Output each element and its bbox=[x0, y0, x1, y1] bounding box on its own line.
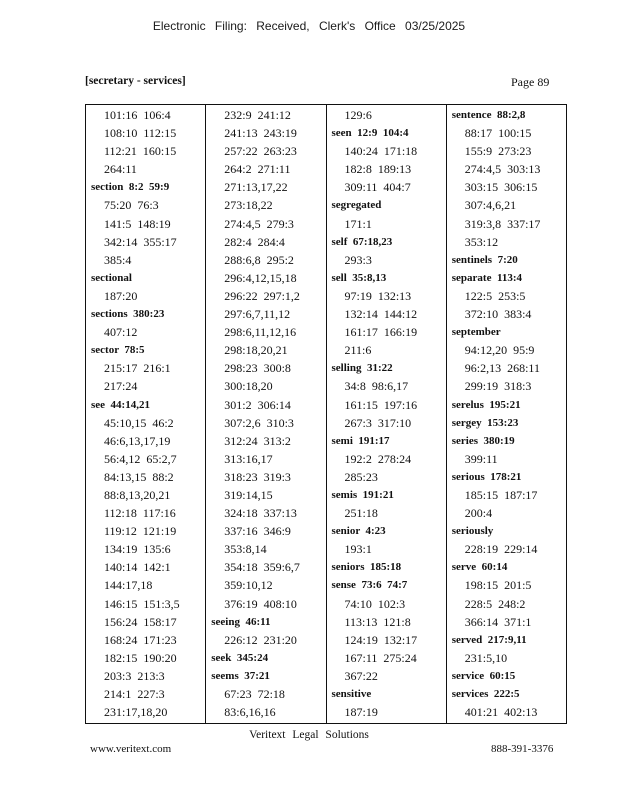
index-reference: 171:1 bbox=[344, 216, 372, 231]
index-reference: 285:23 bbox=[344, 469, 378, 484]
index-reference: 271:13,17,22 bbox=[224, 180, 288, 195]
index-reference: 228:19 229:14 bbox=[464, 542, 538, 557]
index-reference: 359:10,12 bbox=[224, 578, 273, 593]
index-reference: 198:15 201:5 bbox=[464, 578, 532, 593]
index-reference: 161:17 166:19 bbox=[344, 325, 418, 340]
index-reference: 312:24 313:2 bbox=[224, 433, 291, 448]
index-term: seeing 46:11 bbox=[211, 615, 271, 628]
index-reference: 45:10,15 46:2 bbox=[104, 415, 174, 430]
index-term: seen 12:9 104:4 bbox=[331, 127, 409, 140]
index-reference: 132:14 144:12 bbox=[344, 307, 418, 322]
index-reference: 84:13,15 88:2 bbox=[104, 469, 174, 484]
index-reference: 298:18,20,21 bbox=[224, 343, 288, 358]
index-reference: 401:21 402:13 bbox=[464, 705, 538, 720]
index-term: semi 191:17 bbox=[331, 434, 390, 447]
index-reference: 324:18 337:13 bbox=[224, 506, 297, 521]
index-term: seriously bbox=[451, 525, 494, 538]
index-reference: 129:6 bbox=[344, 108, 372, 122]
index-term: series 380:19 bbox=[451, 434, 515, 447]
index-reference: 96:2,13 268:11 bbox=[464, 361, 540, 376]
index-reference: 309:11 404:7 bbox=[344, 180, 411, 195]
index-term: seniors 185:18 bbox=[331, 561, 402, 574]
index-term: semis 191:21 bbox=[331, 488, 394, 501]
index-reference: 140:14 142:1 bbox=[104, 560, 171, 575]
index-reference: 168:24 171:23 bbox=[104, 632, 177, 647]
index-reference: 241:13 243:19 bbox=[224, 126, 297, 141]
index-column-1 bbox=[86, 105, 206, 723]
page-number: Page 89 bbox=[511, 75, 550, 89]
index-reference: 232:9 241:12 bbox=[224, 108, 291, 122]
index-reference: 192:2 278:24 bbox=[344, 451, 412, 466]
index-column-4 bbox=[447, 105, 566, 723]
index-term: seems 37:21 bbox=[211, 669, 270, 682]
index-reference: 112:18 117:16 bbox=[104, 506, 176, 521]
index-term: senior 4:23 bbox=[331, 525, 386, 538]
index-reference: 298:23 300:8 bbox=[224, 361, 291, 376]
index-reference: 134:19 135:6 bbox=[104, 542, 171, 557]
index-term: sergey 153:23 bbox=[451, 416, 519, 429]
index-reference: 187:20 bbox=[104, 288, 138, 303]
index-reference: 231:17,18,20 bbox=[104, 705, 168, 720]
index-column-2 bbox=[206, 105, 326, 723]
index-reference: 342:14 355:17 bbox=[104, 234, 177, 249]
index-reference: 182:15 190:20 bbox=[104, 650, 177, 665]
index-reference: 144:17,18 bbox=[104, 578, 153, 593]
index-reference: 313:16,17 bbox=[224, 451, 273, 466]
index-term: seek 345:24 bbox=[211, 651, 269, 664]
index-reference: 146:15 151:3,5 bbox=[104, 596, 180, 611]
index-reference: 300:18,20 bbox=[224, 379, 273, 394]
index-reference: 83:6,16,16 bbox=[224, 705, 276, 720]
footer-company: Veritext Legal Solutions bbox=[249, 729, 369, 741]
index-reference: 319:14,15 bbox=[224, 487, 273, 502]
index-reference: 307:2,6 310:3 bbox=[224, 415, 294, 430]
index-reference: 376:19 408:10 bbox=[224, 596, 297, 611]
index-reference: 296:22 297:1,2 bbox=[224, 288, 300, 303]
index-reference: 94:12,20 95:9 bbox=[464, 343, 535, 358]
index-reference: 307:4,6,21 bbox=[464, 198, 517, 213]
footer-phone: 888-391-3376 bbox=[491, 743, 554, 755]
index-reference: 141:5 148:19 bbox=[104, 216, 171, 231]
index-reference: 293:3 bbox=[344, 252, 372, 267]
index-reference: 122:5 253:5 bbox=[464, 288, 526, 303]
index-term: serve 60:14 bbox=[451, 561, 508, 574]
index-reference: 372:10 383:4 bbox=[464, 307, 532, 322]
index-reference: 75:20 76:3 bbox=[104, 198, 159, 213]
index-reference: 267:3 317:10 bbox=[344, 415, 412, 430]
index-term: sentinels 7:20 bbox=[451, 253, 518, 266]
filing-stamp: Electronic Filing: Received, Clerk's Office 03/25/2025 bbox=[152, 19, 466, 33]
index-range-label: [secretary - services] bbox=[85, 75, 186, 87]
index-term: sections 380:23 bbox=[91, 308, 165, 321]
index-reference: 182:8 189:13 bbox=[344, 162, 412, 177]
index-reference: 46:6,13,17,19 bbox=[104, 433, 171, 448]
index-column-3 bbox=[327, 105, 447, 723]
index-reference: 231:5,10 bbox=[464, 650, 508, 665]
index-reference: 185:15 187:17 bbox=[464, 487, 538, 502]
index-reference: 353:8,14 bbox=[224, 542, 267, 557]
index-reference: 97:19 132:13 bbox=[344, 288, 412, 303]
index-term: selling 31:22 bbox=[331, 362, 393, 375]
index-reference: 354:18 359:6,7 bbox=[224, 560, 300, 575]
index-reference: 257:22 263:23 bbox=[224, 144, 297, 159]
index-term: separate 113:4 bbox=[451, 271, 523, 284]
index-reference: 74:10 102:3 bbox=[344, 596, 406, 611]
index-reference: 228:5 248:2 bbox=[464, 596, 526, 611]
index-reference: 288:6,8 295:2 bbox=[224, 252, 294, 267]
index-term: served 217:9,11 bbox=[451, 633, 527, 646]
index-reference: 299:19 318:3 bbox=[464, 379, 532, 394]
index-reference: 385:4 bbox=[104, 252, 132, 267]
index-reference: 88:8,13,20,21 bbox=[104, 487, 171, 502]
index-reference: 407:12 bbox=[104, 325, 138, 340]
index-reference: 318:23 319:3 bbox=[224, 469, 291, 484]
index-reference: 301:2 306:14 bbox=[224, 397, 291, 412]
footer-website: www.veritext.com bbox=[90, 743, 172, 755]
index-term: sectional bbox=[91, 271, 132, 284]
index-reference: 56:4,12 65:2,7 bbox=[104, 451, 177, 466]
index-reference: 167:11 275:24 bbox=[344, 650, 417, 665]
index-reference: 119:12 121:19 bbox=[104, 524, 177, 539]
index-reference: 140:24 171:18 bbox=[344, 144, 418, 159]
index-reference: 108:10 112:15 bbox=[104, 126, 177, 141]
index-term: section 8:2 59:9 bbox=[91, 181, 170, 194]
index-reference: 251:18 bbox=[344, 506, 378, 521]
index-reference: 264:2 271:11 bbox=[224, 162, 291, 177]
index-reference: 353:12 bbox=[464, 234, 499, 249]
word-index-grid bbox=[85, 104, 567, 724]
index-reference: 67:23 72:18 bbox=[224, 687, 285, 701]
index-term: sense 73:6 74:7 bbox=[331, 579, 408, 592]
index-reference: 187:19 bbox=[344, 705, 378, 720]
index-reference: 366:14 371:1 bbox=[464, 614, 532, 629]
index-term: self 67:18,23 bbox=[331, 235, 393, 248]
index-term: service 60:15 bbox=[451, 669, 516, 682]
index-reference: 155:9 273:23 bbox=[464, 144, 532, 159]
index-reference: 297:6,7,11,12 bbox=[224, 307, 291, 322]
index-reference: 367:22 bbox=[344, 668, 378, 683]
index-term: segregated bbox=[331, 199, 382, 212]
index-reference: 399:11 bbox=[464, 451, 498, 466]
index-term: see 44:14,21 bbox=[91, 398, 150, 411]
index-reference: 161:15 197:16 bbox=[344, 397, 418, 412]
index-reference: 298:6,11,12,16 bbox=[224, 325, 297, 340]
index-reference: 112:21 160:15 bbox=[104, 144, 177, 159]
index-reference: 101:16 106:4 bbox=[104, 108, 171, 122]
index-reference: 88:17 100:15 bbox=[464, 126, 532, 141]
index-term: sensitive bbox=[331, 688, 372, 700]
index-reference: 274:4,5 303:13 bbox=[464, 162, 541, 177]
index-term: sell 35:8,13 bbox=[331, 271, 387, 284]
index-term: serious 178:21 bbox=[451, 470, 522, 483]
index-reference: 200:4 bbox=[464, 506, 493, 521]
index-reference: 113:13 121:8 bbox=[344, 614, 411, 629]
index-reference: 214:1 227:3 bbox=[104, 687, 165, 701]
index-term: services 222:5 bbox=[451, 688, 520, 700]
index-term: sentence 88:2,8 bbox=[451, 109, 526, 121]
index-reference: 124:19 132:17 bbox=[344, 632, 418, 647]
index-reference: 273:18,22 bbox=[224, 198, 273, 213]
index-reference: 226:12 231:20 bbox=[224, 632, 297, 647]
index-reference: 203:3 213:3 bbox=[104, 668, 165, 683]
index-term: september bbox=[451, 326, 501, 339]
index-reference: 296:4,12,15,18 bbox=[224, 270, 297, 285]
index-reference: 156:24 158:17 bbox=[104, 614, 177, 629]
index-reference: 211:6 bbox=[344, 343, 372, 358]
index-reference: 274:4,5 279:3 bbox=[224, 216, 294, 231]
index-reference: 337:16 346:9 bbox=[224, 524, 291, 539]
index-reference: 319:3,8 337:17 bbox=[464, 216, 541, 231]
index-reference: 303:15 306:15 bbox=[464, 180, 538, 195]
index-reference: 282:4 284:4 bbox=[224, 234, 285, 249]
index-reference: 193:1 bbox=[344, 542, 372, 557]
index-term: serelus 195:21 bbox=[451, 398, 521, 411]
index-reference: 217:24 bbox=[104, 379, 138, 394]
index-reference: 215:17 216:1 bbox=[104, 361, 171, 376]
index-reference: 264:11 bbox=[104, 162, 137, 177]
index-term: sector 78:5 bbox=[91, 344, 145, 357]
index-reference: 34:8 98:6,17 bbox=[344, 379, 409, 394]
